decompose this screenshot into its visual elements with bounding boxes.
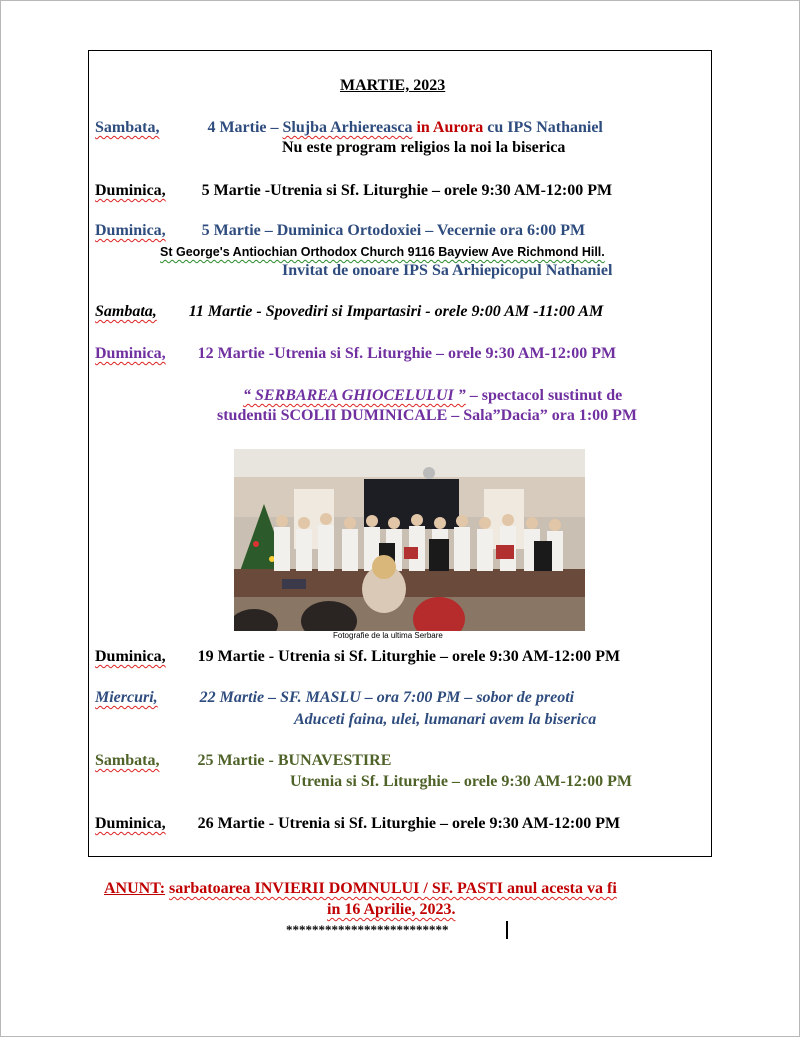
event-8-day: Miercuri, — [95, 689, 158, 706]
event-2-text: -Utrenia si Sf. Liturghie – orele 9:30 AM-12:00 PM — [264, 182, 613, 199]
event-4-text: - Spovediri si Impartasiri - orele 9:00 AM -11:00 AM — [256, 303, 604, 320]
event-3-location: St George's Antiochian Orthodox Church 9116 Bayview Ave Richmond Hill. — [160, 245, 605, 259]
event-4 — [95, 302, 603, 322]
event-1-note: Nu este program religios la noi la biserica — [282, 139, 566, 156]
event-7-day: Duminica, — [95, 648, 166, 665]
event-2 — [95, 181, 612, 201]
text-cursor — [506, 921, 508, 939]
event-8-note: Aduceti faina, ulei, lumanari avem la biserica — [294, 711, 597, 728]
event-6-line1 — [243, 386, 622, 406]
event-7-date: 19 Martie — [197, 648, 265, 665]
event-3-day: Duminica, — [95, 222, 166, 239]
announcement-line1 — [104, 879, 617, 899]
event-10-day: Duminica, — [95, 815, 166, 832]
event-1-guest: cu IPS Nathaniel — [487, 119, 603, 136]
event-1-text: Slujba Arhiereasca — [282, 119, 413, 136]
event-8-text: – SF. MASLU – ora 7:00 PM – sobor de preoti — [268, 689, 575, 706]
event-2-date: 5 Martie — [201, 182, 261, 199]
event-5-text: -Utrenia si Sf. Liturghie – orele 9:30 AM-12:00 PM — [268, 345, 617, 362]
event-3-date: 5 Martie — [201, 222, 261, 239]
event-9-day: Sambata, — [95, 752, 160, 769]
event-9-date: 25 Martie — [197, 752, 265, 769]
event-5-day: Duminica, — [95, 345, 166, 362]
event-6-line2: studentii SCOLII DUMINICALE – Sala”Dacia” ora 1:00 PM — [217, 407, 638, 424]
event-8-date: 22 Martie — [199, 689, 265, 706]
event-1-location: in Aurora — [416, 119, 484, 136]
event-6-title: “ SERBAREA GHIOCELULUI ” — [243, 387, 466, 404]
page-title: MARTIE, 2023 — [340, 77, 446, 94]
event-10 — [95, 814, 620, 834]
event-9 — [95, 751, 391, 771]
event-1-date: 4 Martie — [207, 119, 267, 136]
event-4-day: Sambata, — [95, 303, 157, 320]
event-6-desc: – spectacol sustinut de — [469, 387, 623, 404]
event-10-text: - Utrenia si Sf. Liturghie – orele 9:30 AM-12:00 PM — [268, 815, 621, 832]
event-3-text: – Duminica Ortodoxiei – Vecernie ora 6:00 PM — [264, 222, 586, 239]
event-1-dash: – — [270, 119, 279, 136]
announcement-text: sarbatoarea INVIERII DOMNULUI / SF. PASTI anul acesta va fi — [169, 880, 617, 897]
announcement-line2: in 16 Aprilie, 2023. — [327, 901, 456, 918]
event-8 — [95, 688, 574, 708]
event-9-text: - BUNAVESTIRE — [268, 752, 392, 769]
event-photo — [234, 449, 585, 631]
event-7 — [95, 647, 620, 667]
event-1-day: Sambata, — [95, 119, 160, 136]
event-3 — [95, 221, 585, 241]
event-10-date: 26 Martie — [197, 815, 265, 832]
event-3-note: Invitat de onoare IPS Sa Arhiepicopul Nathaniel — [282, 262, 613, 279]
event-4-date: 11 Martie — [188, 303, 253, 320]
photo-caption: Fotografie de la ultima Serbare — [333, 631, 443, 640]
event-5-date: 12 Martie — [197, 345, 265, 362]
announcement-stars: ************************* — [286, 922, 449, 937]
event-7-text: - Utrenia si Sf. Liturghie – orele 9:30 AM-12:00 PM — [268, 648, 621, 665]
event-9-note: Utrenia si Sf. Liturghie – orele 9:30 AM-12:00 PM — [290, 773, 633, 790]
event-2-day: Duminica, — [95, 182, 166, 199]
event-5 — [95, 344, 616, 364]
event-1 — [95, 118, 603, 138]
announcement-label: ANUNT: — [104, 880, 166, 897]
